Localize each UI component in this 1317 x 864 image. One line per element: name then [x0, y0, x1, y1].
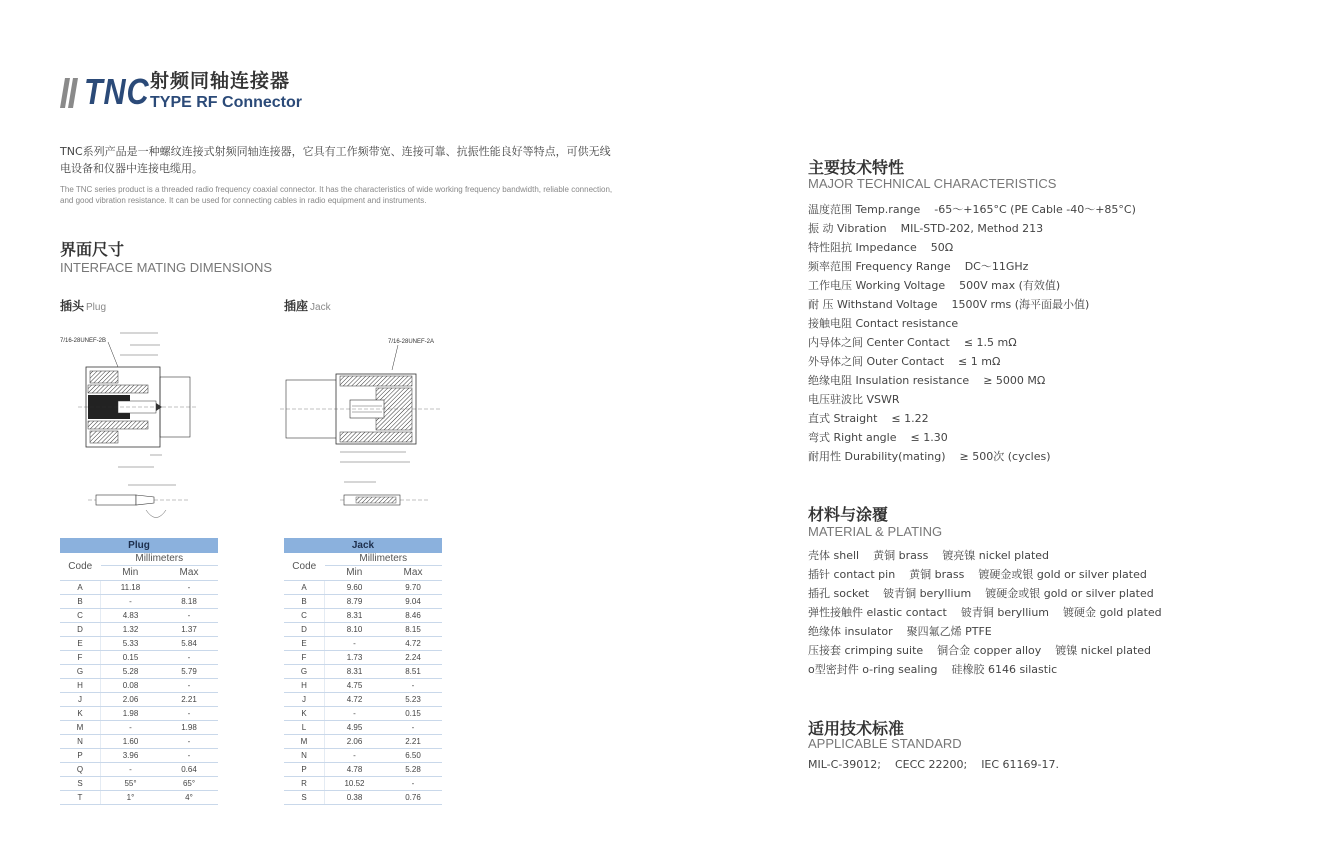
jack-dimension-table: [284, 538, 442, 805]
plug-max-cell: 1.37: [160, 623, 218, 637]
technical-cell-1: 1500V rms (海平面最小值): [951, 298, 1090, 311]
jack-max-cell: 2.24: [384, 651, 442, 665]
jack-table-row: [284, 693, 442, 707]
jack-min-cell: 8.79: [325, 595, 385, 609]
technical-cell-1: DC～11GHz: [964, 260, 1029, 273]
technical-cell-0: 弯式 Right angle: [808, 431, 897, 444]
plug-min-cell: 55°: [101, 777, 161, 791]
jack-code-cell: S: [284, 791, 325, 805]
plug-max-cell: 0.64: [160, 763, 218, 777]
jack-table-row: [284, 637, 442, 651]
jack-code-cell: C: [284, 609, 325, 623]
material-cell-0: 插孔 socket: [808, 587, 870, 600]
plug-label-cn: 插头: [60, 299, 85, 313]
jack-max-cell: 8.51: [384, 665, 442, 679]
material-cell-1: 铜合金 copper alloy: [937, 644, 1042, 657]
plug-table-row: [60, 609, 218, 623]
plug-min-cell: 0.15: [101, 651, 161, 665]
technical-cell-1: ≤ 1.30: [910, 431, 948, 444]
plug-unit-header: Millimeters: [101, 553, 219, 566]
material-row: [808, 546, 1162, 565]
material-list: [808, 546, 1162, 679]
technical-cell-0: 频率范围 Frequency Range: [808, 260, 951, 273]
jack-min-cell: 4.95: [325, 721, 385, 735]
technical-cell-0: 外导体之间 Outer Contact: [808, 355, 945, 368]
logo-stripes-icon: [60, 78, 82, 108]
plug-max-cell: -: [160, 679, 218, 693]
material-row: [808, 603, 1162, 622]
plug-dimension-table: [60, 538, 218, 805]
jack-label-en: Jack: [310, 302, 331, 313]
plug-min-cell: 0.08: [101, 679, 161, 693]
material-cell-1: 硅橡胶 6146 silastic: [951, 663, 1058, 676]
jack-max-cell: 4.72: [384, 637, 442, 651]
technical-cell-0: 绝缘电阻 Insulation resistance: [808, 374, 970, 387]
jack-code-cell: B: [284, 595, 325, 609]
jack-max-cell: 0.15: [384, 707, 442, 721]
logo-tnc: TNC: [84, 71, 150, 112]
plug-table-row: [60, 581, 218, 595]
plug-max-cell: 5.79: [160, 665, 218, 679]
jack-table-row: [284, 581, 442, 595]
material-cell-2: 镀硬金或银 gold or silver plated: [985, 587, 1154, 600]
material-cell-1: 黄铜 brass: [873, 549, 929, 562]
plug-min-cell: -: [101, 763, 161, 777]
material-cell-2: 镀镍 nickel plated: [1055, 644, 1152, 657]
plug-table-row: [60, 749, 218, 763]
plug-drawing: [58, 325, 208, 530]
plug-max-cell: -: [160, 749, 218, 763]
jack-table-row: [284, 763, 442, 777]
jack-table-row: [284, 777, 442, 791]
jack-table-row: [284, 721, 442, 735]
jack-min-header: Min: [325, 566, 385, 581]
technical-row: [808, 371, 1136, 390]
jack-unit-header: Millimeters: [325, 553, 443, 566]
material-cell-1: 铍青铜 beryllium: [960, 606, 1050, 619]
material-cell-1: 黄铜 brass: [909, 568, 965, 581]
technical-cell-0: 电压驻波比 VSWR: [808, 393, 900, 406]
standard-title-cn: 适用技术标准: [808, 719, 905, 738]
plug-table-row: [60, 595, 218, 609]
plug-table-row: [60, 637, 218, 651]
jack-code-cell: R: [284, 777, 325, 791]
technical-cell-0: 工作电压 Working Voltage: [808, 279, 946, 292]
plug-table-row: [60, 693, 218, 707]
plug-code-cell: A: [60, 581, 101, 595]
plug-code-cell: J: [60, 693, 101, 707]
material-cell-1: 聚四氟乙烯 PTFE: [906, 625, 992, 638]
jack-max-cell: 6.50: [384, 749, 442, 763]
jack-code-cell: K: [284, 707, 325, 721]
jack-min-cell: 10.52: [325, 777, 385, 791]
plug-table-row: [60, 707, 218, 721]
jack-max-cell: -: [384, 721, 442, 735]
plug-min-cell: 3.96: [101, 749, 161, 763]
plug-table-row: [60, 665, 218, 679]
jack-table-row: [284, 679, 442, 693]
jack-code-cell: P: [284, 763, 325, 777]
jack-max-cell: 5.28: [384, 763, 442, 777]
technical-row: [808, 409, 1136, 428]
jack-code-cell: G: [284, 665, 325, 679]
material-row: [808, 584, 1162, 603]
material-row: [808, 565, 1162, 584]
plug-max-cell: -: [160, 735, 218, 749]
plug-table-row: [60, 651, 218, 665]
technical-cell-0: 内导体之间 Center Contact: [808, 336, 950, 349]
jack-min-cell: -: [325, 707, 385, 721]
technical-row: [808, 257, 1136, 276]
technical-row: [808, 447, 1136, 466]
plug-code-cell: K: [60, 707, 101, 721]
plug-table-title: Plug: [60, 538, 218, 553]
jack-table-row: [284, 707, 442, 721]
jack-table-row: [284, 791, 442, 805]
plug-code-cell: D: [60, 623, 101, 637]
plug-code-cell: T: [60, 791, 101, 805]
plug-min-cell: -: [101, 721, 161, 735]
plug-min-cell: 1.98: [101, 707, 161, 721]
technical-cell-1: ≥ 500次 (cycles): [959, 450, 1051, 463]
standard-item: IEC 61169-17.: [981, 758, 1060, 771]
jack-table-row: [284, 749, 442, 763]
technical-cell-0: 特性阻抗 Impedance: [808, 241, 917, 254]
plug-table-row: [60, 679, 218, 693]
jack-table-row: [284, 735, 442, 749]
interface-title-cn: 界面尺寸: [60, 240, 125, 259]
plug-table-row: [60, 763, 218, 777]
material-title-cn: 材料与涂覆: [808, 505, 889, 524]
technical-list: [808, 200, 1136, 466]
plug-table-row: [60, 777, 218, 791]
technical-title-cn: 主要技术特性: [808, 158, 905, 177]
technical-cell-1: ≤ 1.22: [891, 412, 929, 425]
page-title-en: TYPE RF Connector: [150, 94, 303, 111]
jack-table-row: [284, 651, 442, 665]
plug-max-cell: 1.98: [160, 721, 218, 735]
jack-min-cell: 9.60: [325, 581, 385, 595]
plug-code-cell: S: [60, 777, 101, 791]
plug-code-cell: F: [60, 651, 101, 665]
plug-code-cell: N: [60, 735, 101, 749]
plug-max-cell: -: [160, 651, 218, 665]
jack-table-row: [284, 665, 442, 679]
jack-code-cell: A: [284, 581, 325, 595]
plug-max-cell: 2.21: [160, 693, 218, 707]
plug-table-row: [60, 623, 218, 637]
jack-label-cn: 插座: [284, 299, 309, 313]
jack-min-cell: 4.78: [325, 763, 385, 777]
plug-code-header: Code: [60, 553, 101, 581]
technical-cell-1: 50Ω: [930, 241, 954, 254]
jack-max-cell: -: [384, 679, 442, 693]
plug-code-cell: B: [60, 595, 101, 609]
material-row: [808, 622, 1162, 641]
plug-table-row: [60, 735, 218, 749]
plug-label-en: Plug: [86, 302, 107, 313]
material-cell-2: 镀硬金或银 gold or silver plated: [978, 568, 1147, 581]
technical-row: [808, 276, 1136, 295]
technical-cell-0: 耐用性 Durability(mating): [808, 450, 946, 463]
plug-min-cell: 2.06: [101, 693, 161, 707]
technical-row: [808, 314, 1136, 333]
standard-item: MIL-C-39012;: [808, 758, 881, 771]
material-cell-2: 镀硬金 gold plated: [1063, 606, 1162, 619]
jack-max-cell: -: [384, 777, 442, 791]
jack-min-cell: 2.06: [325, 735, 385, 749]
material-cell-0: 插针 contact pin: [808, 568, 896, 581]
material-title-en: MATERIAL & PLATING: [808, 524, 943, 539]
plug-code-cell: G: [60, 665, 101, 679]
material-cell-2: 镀亮镍 nickel plated: [942, 549, 1050, 562]
technical-cell-1: ≤ 1.5 mΩ: [963, 336, 1017, 349]
material-cell-0: 壳体 shell: [808, 549, 860, 562]
intro-text-en: The TNC series product is a threaded radio frequency coaxial connector. It has the characteristics of wide working frequency bandwidth, reliable connection, and good vibration resistance. It can be used for connecting cables in radio equipment and instruments.: [60, 185, 613, 205]
technical-cell-1: 500V max (有效值): [959, 279, 1061, 292]
technical-row: [808, 428, 1136, 447]
material-cell-0: 压接套 crimping suite: [808, 644, 924, 657]
technical-row: [808, 295, 1136, 314]
jack-table-title: Jack: [284, 538, 442, 553]
jack-max-cell: 2.21: [384, 735, 442, 749]
technical-row: [808, 238, 1136, 257]
material-cell-0: 弹性接触件 elastic contact: [808, 606, 947, 619]
plug-code-cell: C: [60, 609, 101, 623]
technical-cell-0: 温度范围 Temp.range: [808, 203, 921, 216]
material-row: [808, 641, 1162, 660]
plug-code-cell: Q: [60, 763, 101, 777]
material-cell-0: o型密封件 o-ring sealing: [808, 663, 938, 676]
plug-max-cell: -: [160, 581, 218, 595]
jack-max-cell: 8.46: [384, 609, 442, 623]
plug-max-cell: -: [160, 609, 218, 623]
plug-min-cell: -: [101, 595, 161, 609]
jack-min-cell: 0.38: [325, 791, 385, 805]
plug-code-cell: H: [60, 679, 101, 693]
plug-code-cell: P: [60, 749, 101, 763]
technical-cell-1: MIL-STD-202, Method 213: [900, 222, 1044, 235]
technical-row: [808, 200, 1136, 219]
standard-title-en: APPLICABLE STANDARD: [808, 736, 962, 751]
technical-row: [808, 352, 1136, 371]
technical-cell-1: ≤ 1 mΩ: [958, 355, 1001, 368]
technical-cell-0: 耐 压 Withstand Voltage: [808, 298, 938, 311]
jack-table-row: [284, 609, 442, 623]
plug-min-header: Min: [101, 566, 161, 581]
jack-max-cell: 0.76: [384, 791, 442, 805]
intro-text-cn: TNC系列产品是一种螺纹连接式射频同轴连接器，它具有工作频带宽、连接可靠、抗振性能良好等特点，可供无线电设备和仪器中连接电缆用。: [60, 145, 611, 175]
jack-min-cell: -: [325, 637, 385, 651]
technical-title-en: MAJOR TECHNICAL CHARACTERISTICS: [808, 176, 1057, 191]
standard-list: [808, 755, 1059, 774]
jack-min-cell: 8.10: [325, 623, 385, 637]
jack-subtitle: [284, 297, 331, 314]
technical-cell-1: ≥ 5000 MΩ: [983, 374, 1046, 387]
jack-min-cell: 8.31: [325, 665, 385, 679]
jack-max-header: Max: [384, 566, 442, 581]
plug-min-cell: 4.83: [101, 609, 161, 623]
technical-cell-0: 接触电阻 Contact resistance: [808, 317, 959, 330]
technical-cell-0: 直式 Straight: [808, 412, 878, 425]
jack-code-cell: F: [284, 651, 325, 665]
plug-table-row: [60, 721, 218, 735]
plug-thread-label: 7/16-28UNEF-2B: [60, 338, 107, 344]
plug-max-cell: 4°: [160, 791, 218, 805]
jack-min-cell: 4.72: [325, 693, 385, 707]
plug-max-cell: 65°: [160, 777, 218, 791]
material-row: [808, 660, 1162, 679]
material-cell-1: 铍青铜 beryllium: [883, 587, 972, 600]
plug-max-cell: -: [160, 707, 218, 721]
jack-code-cell: D: [284, 623, 325, 637]
jack-max-cell: 9.04: [384, 595, 442, 609]
jack-max-cell: 8.15: [384, 623, 442, 637]
jack-drawing: [280, 330, 450, 530]
technical-row: [808, 390, 1136, 409]
jack-code-cell: H: [284, 679, 325, 693]
jack-max-cell: 5.23: [384, 693, 442, 707]
jack-code-cell: M: [284, 735, 325, 749]
plug-min-cell: 1.60: [101, 735, 161, 749]
plug-min-cell: 5.28: [101, 665, 161, 679]
jack-min-cell: 8.31: [325, 609, 385, 623]
jack-max-cell: 9.70: [384, 581, 442, 595]
plug-code-cell: E: [60, 637, 101, 651]
technical-cell-1: -65～+165°C (PE Cable -40～+85°C): [934, 203, 1136, 216]
technical-row: [808, 219, 1136, 238]
plug-min-cell: 5.33: [101, 637, 161, 651]
jack-code-cell: E: [284, 637, 325, 651]
plug-code-cell: M: [60, 721, 101, 735]
interface-title-en: INTERFACE MATING DIMENSIONS: [60, 260, 273, 275]
jack-min-cell: 4.75: [325, 679, 385, 693]
standard-item: CECC 22200;: [895, 758, 968, 771]
jack-table-row: [284, 595, 442, 609]
jack-code-cell: N: [284, 749, 325, 763]
technical-cell-0: 振 动 Vibration: [808, 222, 887, 235]
jack-code-header: Code: [284, 553, 325, 581]
jack-min-cell: -: [325, 749, 385, 763]
jack-code-cell: L: [284, 721, 325, 735]
plug-max-cell: 5.84: [160, 637, 218, 651]
plug-min-cell: 11.18: [101, 581, 161, 595]
plug-max-cell: 8.18: [160, 595, 218, 609]
material-cell-0: 绝缘体 insulator: [808, 625, 893, 638]
jack-table-row: [284, 623, 442, 637]
plug-min-cell: 1.32: [101, 623, 161, 637]
plug-table-row: [60, 791, 218, 805]
plug-min-cell: 1°: [101, 791, 161, 805]
plug-max-header: Max: [160, 566, 218, 581]
plug-subtitle: [60, 297, 106, 314]
technical-row: [808, 333, 1136, 352]
jack-code-cell: J: [284, 693, 325, 707]
jack-thread-label: 7/16-28UNEF-2A: [388, 339, 435, 345]
jack-min-cell: 1.73: [325, 651, 385, 665]
page-title-cn: 射频同轴连接器: [150, 70, 291, 92]
